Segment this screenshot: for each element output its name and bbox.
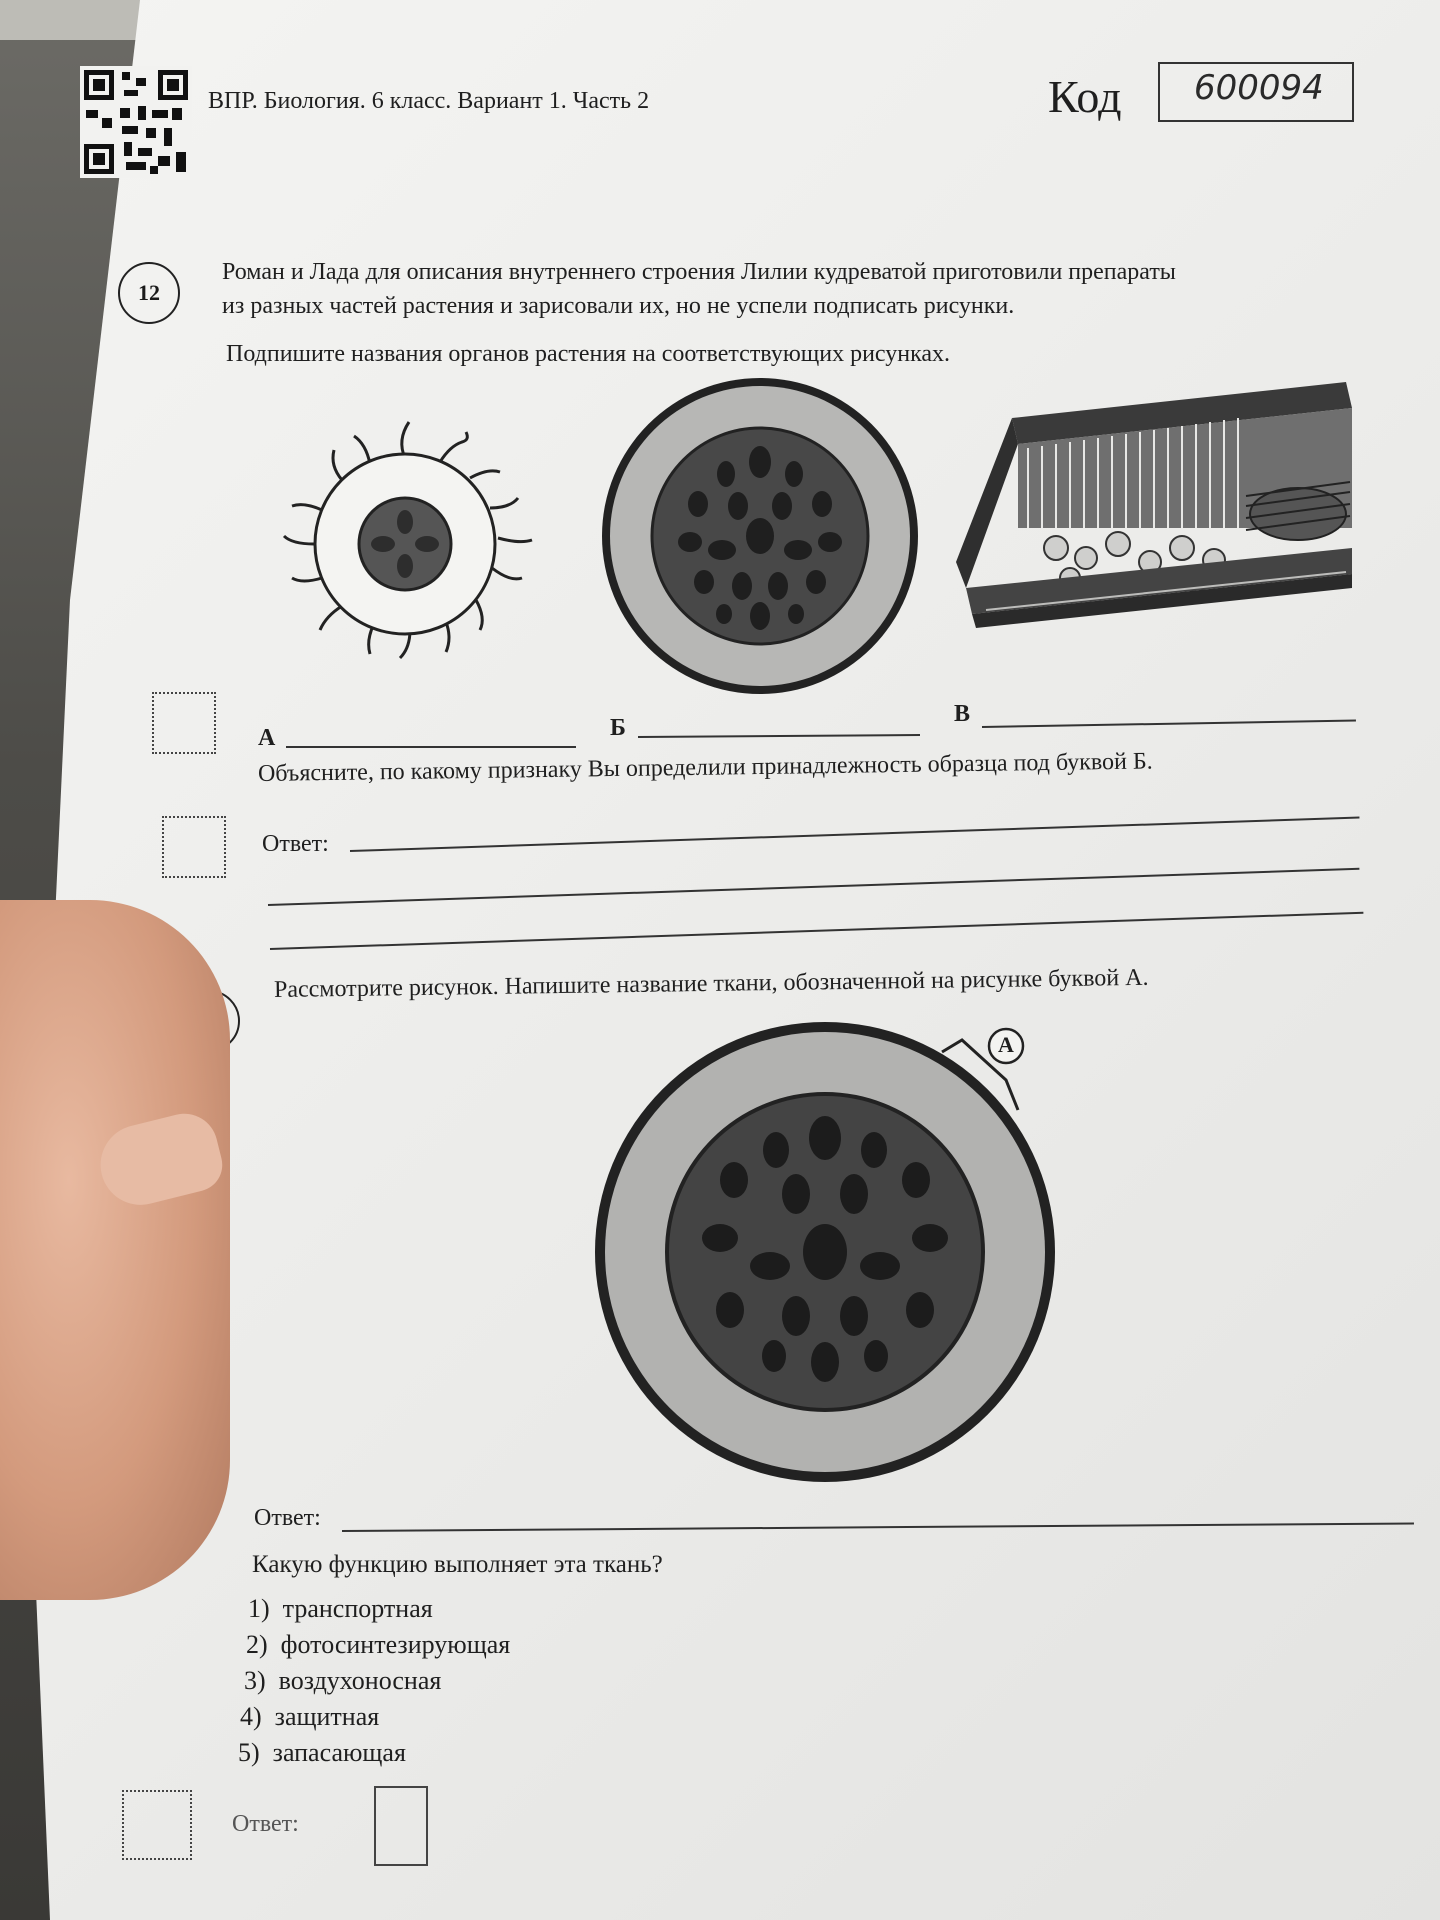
q12-explain: Объясните, по какому признаку Вы определили принадлежность образца под буквой Б. <box>257 748 1153 787</box>
figure-a-root-section <box>270 418 540 678</box>
holding-hand <box>0 900 230 1600</box>
score-box-q12-1 <box>152 692 216 754</box>
option-number: 2) <box>246 1630 268 1659</box>
q13-option-5 <box>238 1738 406 1768</box>
score-box-q13 <box>122 1790 192 1860</box>
code-value: 600094 <box>1194 68 1324 108</box>
q12-text-line2: из разных частей растения и зарисовали их, но не успели подписать рисунки. <box>222 293 1015 319</box>
option-label: запасающая <box>272 1738 406 1767</box>
q13-answer-box[interactable] <box>374 1786 428 1866</box>
q12-label-b: Б <box>610 715 626 741</box>
q13-option-3 <box>244 1666 441 1696</box>
question-number-12: 12 <box>118 262 180 324</box>
figure-b-stem-section <box>598 374 922 698</box>
option-label: защитная <box>274 1702 380 1731</box>
q13-final-answer-label: Ответ: <box>232 1811 299 1837</box>
q13-option-4 <box>240 1702 379 1732</box>
option-label: транспортная <box>282 1594 433 1623</box>
q12-instruction: Подпишите названия органов растения на соответствующих рисунках. <box>226 341 951 367</box>
option-label: воздухоносная <box>278 1666 442 1695</box>
q12-answer-label: Ответ: <box>262 831 329 857</box>
q13-option-2 <box>246 1630 510 1660</box>
option-number: 3) <box>244 1666 266 1695</box>
q12-label-v: В <box>954 701 971 727</box>
q13-answer-label: Ответ: <box>254 1505 321 1531</box>
option-label: фотосинтезирующая <box>280 1630 511 1659</box>
callout-label-a: А <box>998 1032 1014 1057</box>
code-label: Код <box>1048 71 1122 122</box>
q12-text-line1: Роман и Лада для описания внутреннего строения Лилии кудреватой приготовили препараты <box>222 259 1176 285</box>
worksheet-page <box>30 0 1440 1920</box>
q13-option-1 <box>248 1594 433 1624</box>
q13-question: Какую функцию выполняет эта ткань? <box>252 1551 663 1578</box>
figure-v-leaf-section <box>946 378 1356 652</box>
q12-label-a: А <box>258 725 276 751</box>
option-number: 1) <box>248 1594 270 1623</box>
figure-13-stem-section <box>590 1010 1060 1486</box>
q13-text: Рассмотрите рисунок. Напишите название ткани, обозначенной на рисунке буквой А. <box>273 964 1149 1003</box>
q12-answer-line-a[interactable] <box>286 746 576 748</box>
score-box-q12-2 <box>162 816 226 878</box>
option-number: 4) <box>240 1702 262 1731</box>
header-title: ВПР. Биология. 6 класс. Вариант 1. Часть 2 <box>208 88 650 114</box>
option-number: 5) <box>238 1738 260 1767</box>
qr-code <box>80 66 192 178</box>
